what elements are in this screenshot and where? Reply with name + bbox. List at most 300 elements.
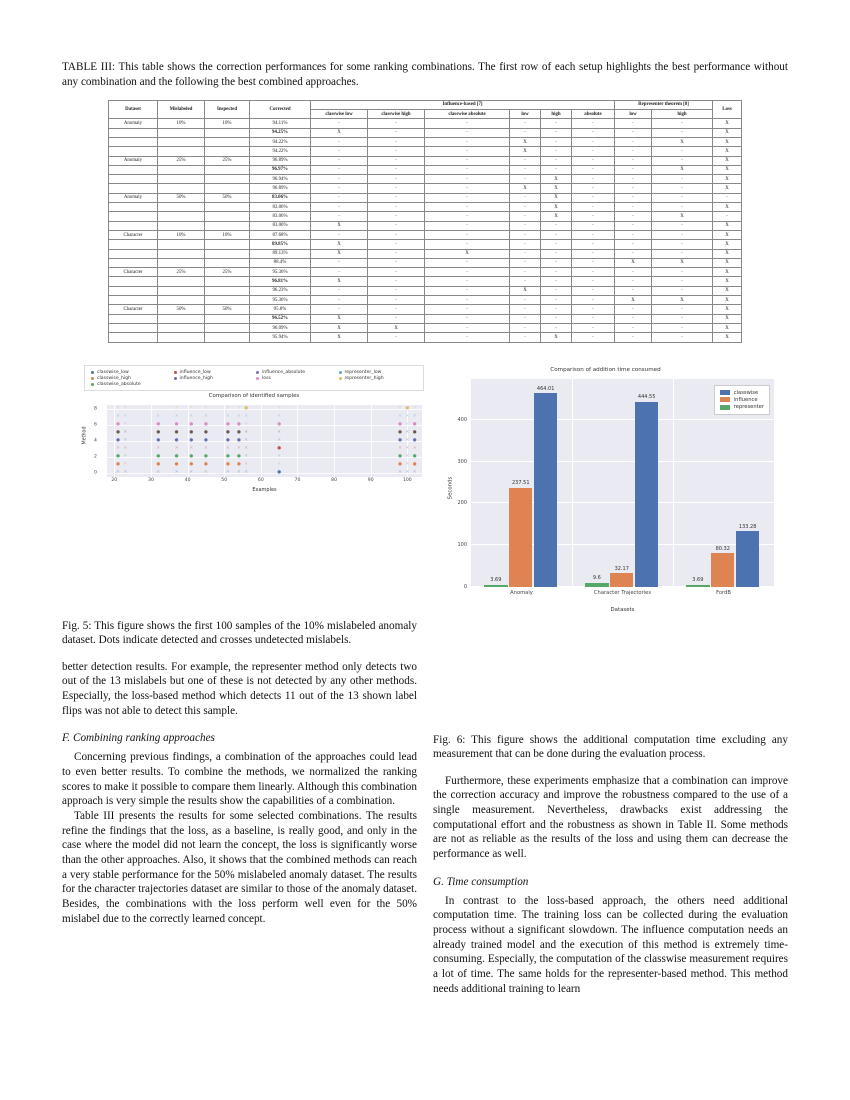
figure6-caption: Fig. 6: This figure shows the additional computation time excluding any measurement that can be done during the evaluation process. [433,733,788,761]
x-tick-label: 30 [148,477,154,483]
data-point-detected: ● [277,469,282,475]
grid-line-v [334,405,335,477]
cell-inspected: 10% [205,119,250,128]
bar-value-label: 237.51 [512,480,530,487]
data-point-undetected: ✕ [204,469,208,475]
cell-mark: - [615,333,652,342]
cell-mark: - [510,156,541,165]
data-point-detected: ● [405,405,410,411]
cell-mark: - [572,314,615,323]
cell-mark: - [541,249,572,258]
cell-mark: - [615,286,652,295]
data-point-undetected: ✕ [405,453,410,459]
legend-label: representer [733,404,764,411]
figure5 [84,365,424,503]
legend-item [339,370,418,375]
cell-mark: X [713,128,742,137]
cell-mark: X [311,249,368,258]
table-row [109,156,742,165]
cell-mark: - [572,249,615,258]
legend-label: influence [733,396,758,403]
captions-row [62,619,788,997]
data-point-undetected: ✕ [123,453,128,459]
cell-mark: - [368,286,425,295]
legend-swatch-icon [91,371,94,374]
cell-mark: - [368,296,425,305]
cell-mark: - [425,240,510,249]
bar [585,583,608,587]
cell-dataset [109,314,158,323]
data-point-detected: ● [412,437,417,443]
cell-mark: X [311,277,368,286]
cell-mark: X [713,305,742,314]
cell-mark: - [510,128,541,137]
bar [610,573,633,586]
table-row [109,296,742,305]
cell-mark: - [572,268,615,277]
cell-mark: - [541,268,572,277]
cell-inspected [205,221,250,230]
cell-mislabeled: 25% [158,156,205,165]
data-point-undetected: ✕ [277,413,281,419]
data-point-detected: ● [398,461,402,467]
data-point-detected: ● [236,421,241,427]
figure5-x-axis-title: Examples [252,486,277,493]
cell-mark: X [510,184,541,193]
cell-mark: - [652,221,713,230]
cell-inspected [205,240,250,249]
cell-corrected: 83.06% [250,203,311,212]
data-point-undetected: ✕ [244,469,249,475]
x-tick-label: 100 [402,477,412,483]
data-point-undetected: ✕ [277,461,281,467]
data-point-undetected: ✕ [226,445,230,451]
cell-mark: - [652,184,713,193]
cell-mark: - [572,286,615,295]
data-point-undetected: ✕ [116,413,120,419]
cell-mark: X [713,119,742,128]
legend-swatch-icon [720,397,730,402]
cell-mark: - [510,221,541,230]
cell-corrected: 96.89% [250,184,311,193]
legend-label: influence_high [179,375,213,381]
data-point-undetected: ✕ [189,413,194,419]
data-point-undetected: ✕ [244,429,249,435]
figure6-legend [714,385,770,416]
col-mislabeled: Mislabeled [158,100,205,119]
cell-mislabeled [158,184,205,193]
cell-mark: - [615,221,652,230]
table-row [109,147,742,156]
cell-mark: - [541,137,572,146]
cell-mark: X [713,277,742,286]
data-point-detected: ● [156,437,161,443]
cell-mark: - [368,128,425,137]
data-point-detected: ● [277,445,282,451]
cell-mark: - [615,203,652,212]
table-row [109,258,742,267]
bar-value-label: 32.17 [614,565,629,572]
cell-mark: - [311,305,368,314]
data-point-detected: ● [116,429,120,435]
cell-mislabeled [158,314,205,323]
cell-mark: X [713,184,742,193]
cell-mark: - [615,165,652,174]
bar-value-label: 444.55 [637,394,656,401]
col-loss: Loss [713,100,742,119]
x-tick-label: 50 [221,477,228,483]
right-top-spacer [433,619,788,733]
bar [686,585,709,587]
cell-mark: X [713,221,742,230]
data-point-undetected: ✕ [123,461,128,467]
data-point-undetected: ✕ [405,469,410,475]
cell-mark: X [541,184,572,193]
cell-inspected: 50% [205,193,250,202]
cell-mark: X [713,314,742,323]
x-tick-label: Anomaly [510,589,533,596]
legend-item [256,370,335,375]
cell-mark: - [541,165,572,174]
cell-mark: - [510,240,541,249]
legend-swatch-icon [720,390,730,395]
cell-mark: - [541,314,572,323]
cell-mislabeled: 50% [158,305,205,314]
cell-mark: X [713,175,742,184]
data-point-undetected: ✕ [174,445,179,451]
data-point-undetected: ✕ [204,445,208,451]
cell-mark: - [368,268,425,277]
cell-mark: - [368,277,425,286]
cell-mark: - [311,137,368,146]
x-tick-label: 60 [257,477,264,483]
col-influence-low: low [510,110,541,119]
cell-mark: - [368,333,425,342]
cell-mark: - [425,296,510,305]
cell-mark: - [572,305,615,314]
cell-mark: - [311,230,368,239]
cell-corrected: 96.23% [250,286,311,295]
cell-mark: - [572,333,615,342]
cell-mark: - [510,119,541,128]
right-paragraph-2: In contrast to the loss-based approach, the others need additional computation time. The training loss can be collected during the evaluation process without a significant slowdown. The influence computation needs an already trained model and the execution of this method is extremely time-consuming. Especially, the computation of the classwise measurement requires a lot of time. The same holds for the representer-based method. This method needs additional training to learn [433,894,788,995]
cell-mark: - [652,268,713,277]
cell-dataset [109,165,158,174]
col-classwise-absolute: classwise absolute [425,110,510,119]
cell-mark: - [368,203,425,212]
data-point-undetected: ✕ [412,413,417,419]
col-dataset: Dataset [109,100,158,119]
data-point-undetected: ✕ [405,461,410,467]
cell-mislabeled [158,333,205,342]
data-point-detected: ● [189,421,194,427]
cell-mark: - [652,230,713,239]
x-tick-label: 40 [184,477,191,483]
data-point-detected: ● [398,421,402,427]
data-point-detected: ● [116,437,120,443]
data-point-detected: ● [203,437,208,443]
cell-mark: X [615,258,652,267]
cell-mark: X [652,258,713,267]
cell-mark: - [652,249,713,258]
cell-mark: - [615,277,652,286]
cell-mark: - [425,258,510,267]
data-point-undetected: ✕ [412,405,417,411]
bar [736,531,759,586]
cell-mislabeled [158,323,205,332]
cell-mark: - [652,193,713,202]
cell-mark: X [541,203,572,212]
data-point-detected: ● [225,453,230,459]
col-classwise-high: classwise high [368,110,425,119]
grid-line-h [107,441,422,442]
data-point-undetected: ✕ [237,445,241,451]
cell-mislabeled [158,221,205,230]
cell-mark: X [713,137,742,146]
cell-corrected: 95.36% [250,296,311,305]
cell-mark: X [652,137,713,146]
cell-dataset: Anomaly [109,119,158,128]
figure5-column [62,365,417,615]
data-point-detected: ● [203,453,208,459]
legend-label: influence_low [179,369,211,375]
cell-mislabeled: 10% [158,230,205,239]
cell-mark: - [425,193,510,202]
legend-swatch-icon [339,377,342,380]
cell-mark: X [713,147,742,156]
cell-mark: X [713,240,742,249]
cell-mark: - [541,258,572,267]
table-header-row-1 [109,100,742,109]
cell-mark: - [510,175,541,184]
x-tick-label: 20 [111,477,118,483]
cell-mark: - [652,240,713,249]
cell-mark: - [713,212,742,221]
cell-corrected: 95.8% [250,305,311,314]
cell-corrected: 96.09% [250,323,311,332]
cell-inspected [205,165,250,174]
legend-label: classwise [733,389,759,396]
cell-mark: - [368,165,425,174]
cell-mark: X [311,240,368,249]
data-point-undetected: ✕ [244,445,249,451]
cell-inspected [205,296,250,305]
grid-line-v [261,405,262,477]
data-point-undetected: ✕ [189,445,194,451]
cell-dataset [109,277,158,286]
cell-mark: X [713,203,742,212]
cell-corrected: 89.85% [250,240,311,249]
data-point-undetected: ✕ [412,445,417,451]
table-wrapper [62,100,788,343]
spacer-right [433,762,788,774]
cell-corrected: 83.06% [250,221,311,230]
data-point-detected: ● [116,453,120,459]
cell-corrected: 94.25% [250,128,311,137]
legend-swatch-icon [256,377,259,380]
x-tick-label: 90 [367,477,374,483]
cell-mark: - [572,165,615,174]
y-tick-label: 6 [94,422,97,427]
data-point-undetected: ✕ [189,405,194,411]
cell-mark: X [713,258,742,267]
data-point-undetected: ✕ [123,429,128,435]
data-point-detected: ● [189,437,194,443]
cell-mark: - [541,296,572,305]
cell-mark: - [425,221,510,230]
cell-mark: - [652,286,713,295]
cell-mark: X [425,249,510,258]
cell-mark: X [652,296,713,305]
figure5-plot [84,393,424,503]
cell-inspected [205,147,250,156]
data-point-detected: ● [174,461,179,467]
cell-mark: - [615,249,652,258]
cell-mislabeled [158,128,205,137]
cell-mark: - [311,184,368,193]
cell-mark: - [615,212,652,221]
cell-mark: - [572,184,615,193]
cell-inspected: 50% [205,305,250,314]
cell-mark: X [510,137,541,146]
data-point-detected: ● [225,421,230,427]
data-point-undetected: ✕ [405,437,410,443]
grid-line-v [371,405,372,477]
legend-item [91,382,170,387]
data-point-undetected: ✕ [204,405,208,411]
legend-label: influence_absolute [262,369,306,375]
cell-dataset: Character [109,230,158,239]
legend-swatch-icon [174,371,177,374]
cell-mislabeled: 10% [158,119,205,128]
x-tick-label: 70 [294,477,301,483]
data-point-undetected: ✕ [123,469,128,475]
data-point-undetected: ✕ [244,413,249,419]
cell-mark: - [541,221,572,230]
data-point-undetected: ✕ [412,469,417,475]
cell-dataset [109,249,158,258]
cell-mark: - [368,212,425,221]
cell-mark: - [510,333,541,342]
cell-corrected: 96.81% [250,277,311,286]
cell-mark: X [713,249,742,258]
cell-dataset [109,221,158,230]
cell-mark: - [572,258,615,267]
legend-item [720,404,764,410]
cell-mislabeled [158,175,205,184]
cell-mark: - [572,156,615,165]
bar-value-label: 464.01 [536,385,555,392]
data-point-undetected: ✕ [226,405,230,411]
y-tick-label: 2 [94,454,97,459]
table-row [109,230,742,239]
cell-corrected: 95.94% [250,333,311,342]
figure6-x-axis-title: Datasets [610,606,635,613]
cell-mark: - [615,137,652,146]
cell-mislabeled [158,137,205,146]
x-tick-label: 80 [331,477,338,483]
table-head [109,100,742,119]
cell-mark: X [510,286,541,295]
cell-mark: - [541,277,572,286]
cell-mark: - [652,147,713,156]
cell-mislabeled [158,203,205,212]
cell-mark: - [311,212,368,221]
cell-inspected [205,212,250,221]
data-point-undetected: ✕ [405,413,410,419]
cell-mark: - [425,314,510,323]
figure5-axes [107,405,422,477]
cell-mark: - [510,258,541,267]
cell-mark: - [425,277,510,286]
cell-inspected: 25% [205,156,250,165]
data-point-detected: ● [174,429,179,435]
x-tick-label: Character Trajectories [593,589,652,596]
bar-value-label: 3.69 [490,577,502,584]
y-tick-label: 4 [94,438,97,443]
cell-mark: - [425,268,510,277]
figure6-title: Comparison of addition time consumed [550,366,661,373]
cell-mark: - [311,119,368,128]
data-point-detected: ● [203,461,208,467]
cell-mark: - [425,333,510,342]
cell-mark: - [510,323,541,332]
cell-dataset [109,240,158,249]
grid-line-h [471,461,774,462]
cell-dataset [109,128,158,137]
cell-mark: - [541,128,572,137]
cell-inspected [205,128,250,137]
cell-mark: X [652,165,713,174]
cell-mark: - [541,147,572,156]
figure6-column [433,365,788,615]
data-point-undetected: ✕ [189,469,194,475]
data-point-detected: ● [156,429,161,435]
legend-item [174,376,253,381]
cell-mark: - [615,156,652,165]
bar [711,553,734,586]
cell-mislabeled [158,286,205,295]
cell-mark: - [652,333,713,342]
cell-mark: - [572,203,615,212]
cell-mark: - [572,230,615,239]
legend-label: representer_high [344,375,384,381]
data-point-detected: ● [236,429,241,435]
cell-inspected [205,314,250,323]
col-classwise-low: classwise low [311,110,368,119]
y-tick-label: 300 [457,458,467,465]
table-row [109,333,742,342]
figure5-legend [84,365,424,391]
legend-label: classwise_low [97,369,129,375]
cell-mark: - [615,147,652,156]
bar-value-label: 3.69 [692,577,704,584]
legend-swatch-icon [91,383,94,386]
data-point-detected: ● [412,453,417,459]
cell-mark: - [311,156,368,165]
cell-mark: - [311,258,368,267]
data-point-detected: ● [116,421,120,427]
cell-mislabeled [158,240,205,249]
table-row [109,175,742,184]
legend-swatch-icon [174,377,177,380]
cell-mark: - [652,203,713,212]
cell-corrected: 89.13% [250,249,311,258]
cell-mark: - [572,147,615,156]
cell-mark: - [510,212,541,221]
cell-mark: - [713,193,742,202]
cell-mark: - [652,119,713,128]
